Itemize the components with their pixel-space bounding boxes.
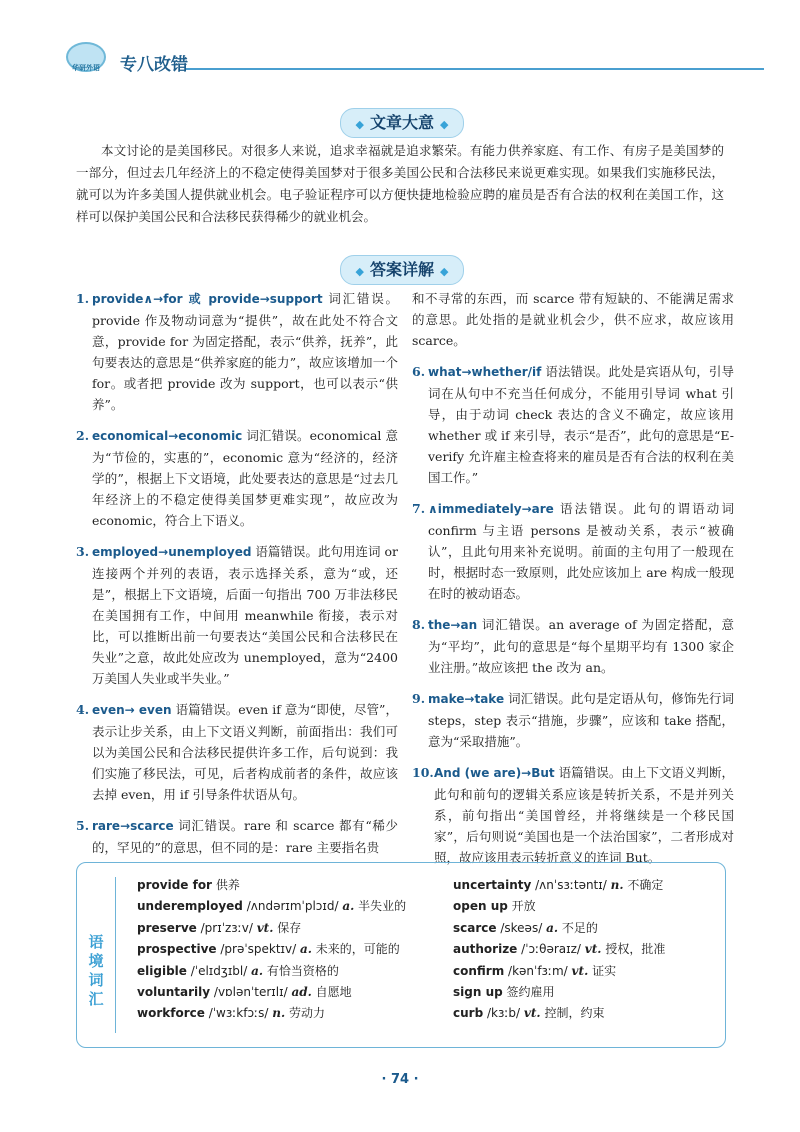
vocab-pos: a. [251, 963, 264, 978]
summary-body [76, 140, 724, 228]
answer-number: 5. [76, 818, 90, 833]
vocab-phon: /skeəs/ [500, 920, 543, 935]
answer-explanation: 语篇错误。此句用连词 or 连接两个并列的表语，表示选择关系，意为“或，还是”，根据上下文语境，后面一句指出 700 万非法移民在美国拥有工作，中间用 meanwhile 衔接，表示对比，可以推断出前一句要表达“美国公民和合法移民在失业”之意，故此处应改为 unemployed，意为“2400 万美国人失业或半失业。” [92, 544, 398, 686]
answers-title: 答案详解 [369, 260, 434, 279]
vocab-phon: /kɜːb/ [487, 1006, 521, 1021]
answer-correction: economical→economic [92, 429, 243, 443]
answer-number: 7. [412, 501, 426, 516]
answer-explanation: 词汇错误。rare 和 scarce 都有“稀少的，罕见的”的意思，但不同的是：rare 主要指名贵 [92, 818, 398, 855]
vocabulary-left-column [137, 875, 406, 1025]
vocab-phon: /ˈwɜːkfɔːs/ [208, 1006, 269, 1021]
answer-number: 2. [76, 428, 90, 443]
diamond-icon: ◆ [440, 118, 449, 131]
vocab-meaning: 证实 [592, 963, 617, 978]
vocab-pos: a. [546, 920, 559, 935]
answer-number: 10. [412, 765, 434, 780]
answer-explanation: 语篇错误。由上下文语义判断，此句和前句的逻辑关系应该是转折关系，不是并列关系，前句指出“美国曾经，并将继续是一个移民国家”，后句则说“美国也是一个法治国家”，二者形成对照，故应该用表示转折意义的连词 But。 [434, 765, 734, 865]
vocab-entry [453, 918, 665, 939]
vocab-meaning: 开放 [511, 899, 536, 914]
answer-explanation: 和不寻常的东西，而 scarce 带有短缺的、不能满足需求的意思。此处指的是就业机会少，供不应求，故应该用 scarce。 [412, 291, 734, 348]
vocab-word: underemployed [137, 899, 243, 914]
answer-correction: rare→scarce [92, 819, 174, 833]
diamond-icon: ◆ [440, 265, 449, 278]
vocab-phon: /kənˈfɜːm/ [508, 963, 568, 978]
vocab-word: preserve [137, 920, 197, 935]
vocab-word: eligible [137, 963, 187, 978]
vocab-entry [137, 1003, 406, 1024]
vocab-pos: a. [342, 899, 355, 914]
answer-explanation: 词汇错误。此句是定语从句，修饰先行词 steps，step 表示“措施，步骤”，应该和 take 搭配，意为“采取措施”。 [428, 691, 734, 749]
vocabulary-box [76, 862, 726, 1048]
vocabulary-right-column [453, 875, 665, 1025]
vocab-word: sign up [453, 985, 503, 1000]
vocab-meaning: 授权，批准 [605, 942, 666, 957]
vocab-entry [137, 939, 406, 960]
answer-item [412, 688, 734, 752]
vocab-entry [453, 896, 665, 917]
vocab-meaning: 供养 [215, 878, 240, 892]
answer-item [412, 361, 734, 488]
answers-left-column [76, 288, 398, 868]
answer-explanation: 词汇错误。economical 意为“节俭的，实惠的”，economic 意为“经济的，经济学的”，根据上下文语境，此处要表达的意思是“过去几年经济上的不稳定使得美国梦更难实现”，故应改为 economic，符合上下语义。 [92, 428, 398, 528]
vocab-meaning: 不确定 [627, 878, 664, 892]
vocabulary-label [85, 933, 107, 1009]
vocab-meaning: 不足的 [561, 920, 598, 935]
answer-item [76, 815, 398, 858]
vocab-entry [137, 896, 406, 917]
answer-correction: provide∧→for 或 provide→support [92, 292, 323, 306]
answer-continuation [412, 288, 734, 351]
answers-title-pill [340, 255, 464, 285]
answer-number: 6. [412, 364, 426, 379]
answer-explanation: 词汇错误。provide 作及物动词意为“提供”，故在此处不符合文意，provide for 为固定搭配，表示“供养，抚养”，此句要表达的意思是“供养家庭的能力”，故应该增加一个 for。或者把 provide 改为 support，也可以表示“供养”。 [92, 291, 398, 412]
vocab-word: workforce [137, 1006, 205, 1021]
vocab-meaning: 保存 [277, 920, 302, 935]
publisher-logo [66, 42, 106, 72]
vocab-label-char: 词 [88, 971, 104, 989]
vocab-entry [137, 982, 406, 1003]
vocab-pos: a. [300, 942, 312, 957]
vocab-word: provide for [137, 878, 212, 892]
vocab-word: uncertainty [453, 878, 532, 892]
vocab-meaning: 自愿地 [315, 985, 352, 1000]
answer-item [412, 614, 734, 678]
vocabulary-divider [115, 877, 116, 1033]
vocab-entry [137, 875, 406, 896]
answer-correction: ∧immediately→are [428, 502, 554, 516]
header-divider [186, 68, 764, 70]
answer-explanation: 语篇错误。even if 意为“即使，尽管”，表示让步关系，由上下文语义判断，前面指出：我们可以为美国公民和合法移民提供许多工作，后句说到：我们实施了移民法，可见，后者构成前者的条件，故应该去掉 even，用 if 引导条件状语从句。 [92, 702, 398, 802]
vocab-phon: /ˈɔːθəraɪz/ [521, 942, 581, 957]
summary-title: 文章大意 [369, 113, 434, 132]
header-title: 专八改错 [120, 55, 188, 75]
vocab-meaning: 半失业的 [358, 899, 407, 914]
answer-item [412, 498, 734, 604]
answer-item [76, 425, 398, 531]
vocab-word: voluntarily [137, 985, 211, 1000]
vocab-phon: /ʌndərɪmˈplɔɪd/ [246, 899, 339, 914]
vocab-meaning: 劳动力 [288, 1006, 325, 1021]
page-number: · 74 · [381, 1072, 419, 1087]
vocab-label-char: 语 [88, 933, 104, 951]
answer-item [76, 541, 398, 689]
answer-correction: And (we are)→But [434, 766, 555, 780]
vocab-word: scarce [453, 920, 497, 935]
answers-right-column [412, 288, 734, 878]
answer-correction: employed→unemployed [92, 545, 252, 559]
answer-explanation: 词汇错误。an average of 为固定搭配，意为“平均”，此句的意思是“每个星期平均有 1300 家企业注册。”故应该把 the 改为 an。 [428, 617, 734, 675]
vocab-entry [453, 1003, 665, 1024]
diamond-icon: ◆ [355, 118, 364, 131]
answer-number: 3. [76, 544, 90, 559]
vocab-meaning: 未来的，可能的 [315, 942, 400, 957]
vocab-word: prospective [137, 942, 217, 957]
page-header [36, 34, 764, 80]
vocab-pos: vt. [571, 963, 589, 978]
vocab-meaning: 签约雇用 [506, 985, 555, 1000]
vocab-word: authorize [453, 942, 518, 957]
vocab-pos: vt. [523, 1006, 541, 1021]
vocab-phon: /prɪˈzɜːv/ [200, 920, 253, 935]
vocab-entry [453, 982, 665, 1003]
vocab-entry [453, 961, 665, 982]
vocab-phon: /ʌnˈsɜːtəntɪ/ [535, 878, 607, 892]
answer-correction: make→take [428, 692, 505, 706]
vocab-entry [137, 918, 406, 939]
vocab-pos: vt. [256, 920, 274, 935]
vocab-phon: /prəˈspektɪv/ [220, 942, 297, 957]
vocab-meaning: 有恰当资格的 [266, 963, 339, 978]
answer-item [412, 762, 734, 868]
vocab-entry [453, 875, 665, 896]
answer-number: 8. [412, 617, 426, 632]
answer-number: 4. [76, 702, 90, 717]
vocab-meaning: 控制，约束 [544, 1006, 605, 1021]
vocab-word: curb [453, 1006, 484, 1021]
vocab-entry [137, 961, 406, 982]
vocab-phon: /ˈelɪdʒɪbl/ [190, 963, 248, 978]
summary-text: 本文讨论的是美国移民。对很多人来说，追求幸福就是追求繁荣。有能力供养家庭、有工作、有房子是美国梦的一部分，但过去几年经济上的不稳定使得美国梦对于很多美国公民和合法移民来说更难实现。如果我们实施移民法，就可以为许多美国人提供就业机会。电子验证程序可以方便快捷地检验应聘的雇员是否有合法的权利在美国工作，这样可以保护美国公民和合法移民获得稀少的就业机会。 [76, 143, 724, 224]
vocab-pos: n. [610, 878, 624, 892]
logo-text: 华研外语 [72, 64, 100, 72]
answer-correction: the→an [428, 618, 478, 632]
vocab-word: confirm [453, 963, 505, 978]
answer-item [76, 699, 398, 805]
vocab-label-char: 汇 [88, 990, 104, 1008]
answer-explanation: 语法错误。此句的谓语动词 confirm 与主语 persons 是被动关系，表示“被确认”，且此句用来补充说明。前面的主句用了一般现在时，根据时态一致原则，此处应该加上 are 构成一般现在时的被动语态。 [428, 501, 734, 601]
vocab-pos: ad. [291, 985, 312, 1000]
answer-explanation: 语法错误。此处是宾语从句，引导词在从句中不充当任何成分，不能用引导词 what 引导，由于动词 check 表达的含义不确定，故应该用 whether 或 if 来引导，表示“是否”，此句的意思是“E-verify 允许雇主检查将来的雇员是否有合法的权利在美国工作。” [428, 364, 734, 485]
answer-correction: what→whether/if [428, 365, 542, 379]
answer-correction: even→ even [92, 703, 172, 717]
diamond-icon: ◆ [355, 265, 364, 278]
vocab-pos: vt. [584, 942, 602, 957]
vocab-label-char: 境 [88, 952, 104, 970]
summary-title-pill [340, 108, 464, 138]
vocab-entry [453, 939, 665, 960]
answer-item [76, 288, 398, 415]
vocab-phon: /vɒlənˈterɪlɪ/ [213, 985, 288, 1000]
answer-number: 1. [76, 291, 90, 306]
vocab-word: open up [453, 899, 508, 914]
vocab-pos: n. [272, 1006, 286, 1021]
answer-number: 9. [412, 691, 426, 706]
